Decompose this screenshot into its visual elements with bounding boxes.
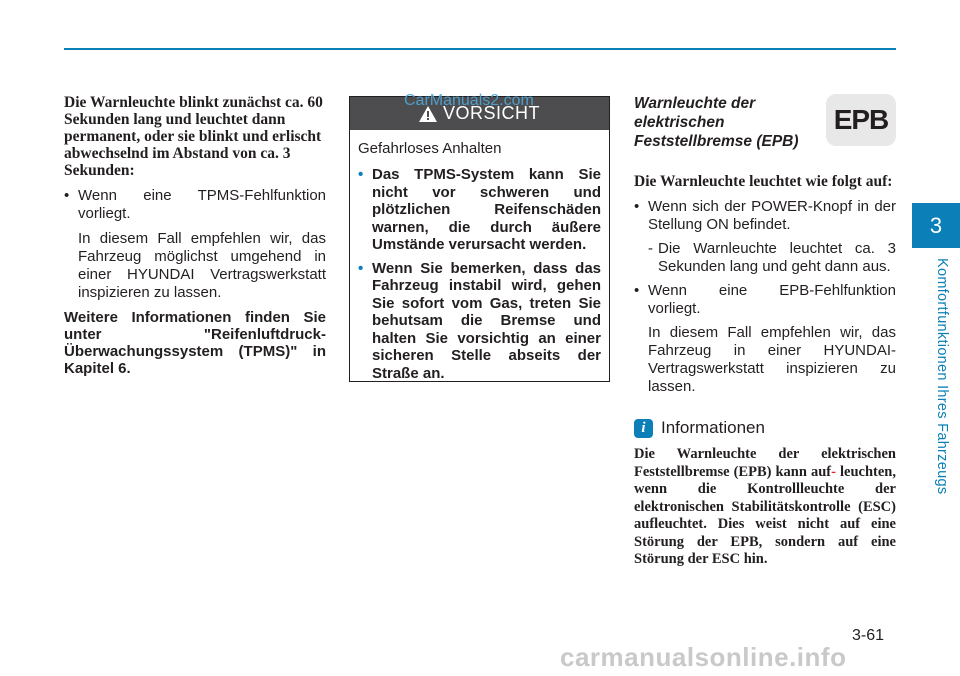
intro-text: Die Warnleuchte blinkt zunächst ca. 60 Sekunden lang und leuchtet dann permanent, oder sie blinkt und erlischt abwechselnd im Abstand von ca. 3 Sekunden: (64, 94, 323, 179)
hyphen-mark: - (831, 463, 836, 480)
warning-header-label: VORSICHT (442, 103, 540, 123)
info-heading (634, 418, 896, 438)
more-info-text: Weitere Informationen finden Sie unter "Reifenluftdruck-Überwachungssystem (TPMS)" in Kapitel 6. (64, 309, 326, 377)
page-number: 3-61 (852, 627, 885, 644)
bullet-epb-malfunction: • Wenn eine EPB-Fehlfunktion vorliegt. (634, 282, 896, 318)
chapter-tab: 3 (912, 203, 960, 248)
bullet-tpms-malfunction: • Wenn eine TPMS-Fehlfunktion vorliegt. (64, 187, 326, 223)
epb-recommendation: In diesem Fall empfehlen wir, das Fahrzeug in einer HYUNDAI-Vertragswerkstatt inspizieren zu lassen. (648, 324, 896, 395)
info-icon: i (634, 419, 653, 438)
warning-box (349, 96, 610, 382)
column-left (64, 94, 326, 377)
warning-title: Gefahrloses Anhalten (358, 140, 502, 157)
warning-item: • Das TPMS-System kann Sie nicht vor schweren und plötzlichen Reifenschäden warnen, die durch äußere Umstände verursacht werden. (358, 166, 601, 254)
power-on-detail: - Die Warnleuchte leuchtet ca. 3 Sekunden lang und geht dann aus. (634, 240, 896, 276)
warning-item: • Wenn Sie bemerken, dass das Fahrzeug instabil wird, gehen Sie sofort vom Gas, treten Sie behutsam die Bremse und halten Sie vorsichtig an einer sicheren Stelle abseits der Straße an. (358, 260, 601, 383)
bullet-power-on: • Wenn sich der POWER-Knopf in der Stellung ON befindet. (634, 198, 896, 234)
chapter-title: Komfortfunktionen Ihres Fahrzeugs (934, 258, 950, 495)
watermark-top: CarManuals2.com (404, 92, 534, 109)
tpms-recommendation: In diesem Fall empfehlen wir, das Fahrzeug möglichst umgehend in einer HYUNDAI Vertragswerkstatt inspizieren zu lassen. (78, 230, 326, 301)
info-text (634, 446, 896, 569)
epb-intro: Die Warnleuchte leuchtet wie folgt auf: (634, 173, 893, 190)
info-text-part2: leuchten, wenn die Kontrollleuchte der elektronischen Stabilitätskontrolle (ESC) aufleuchtet. Dies weist nicht auf eine Störung der EPB, sondern auf eine Störung der ESC hin. (634, 463, 896, 567)
watermark-bottom: carmanualsonline.info (560, 642, 847, 672)
warning-body (350, 130, 609, 382)
info-text-part1: Die Warnleuchte der elektrischen Feststellbremse (EPB) kann auf (634, 446, 896, 480)
epb-warning-icon: EPB (826, 94, 896, 146)
top-rule (64, 48, 896, 50)
info-title: Informationen (661, 418, 765, 437)
section-heading: Warnleuchte der elektrischen Feststellbremse (EPB) (634, 95, 799, 150)
column-right (634, 173, 896, 569)
